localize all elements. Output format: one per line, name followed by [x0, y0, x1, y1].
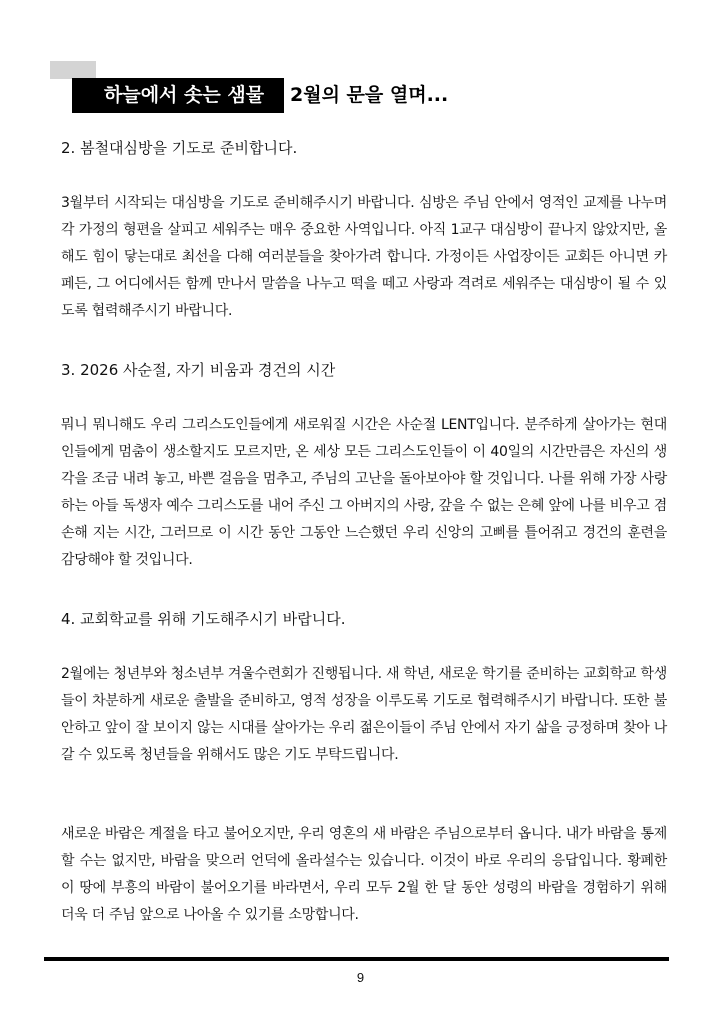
article-body	[61, 126, 667, 929]
section-paragraph-2: 3월부터 시작되는 대심방을 기도로 준비해주시기 바랍니다. 심방은 주님 안에서 영적인 교제를 나누며 각 가정의 형편을 살피고 세워주는 매우 중요한 사역입니다. 아직 1교구 대심방이 끝나지 않았지만, 올 해도 힘이 닿는대로 최선을 다해 여러분들을 찾아가려 합니다. 가정이든 사업장이든 교회든 아니면 카페든, 그 어디에서든 함께 만나서 말씀을 나누고 떡을 떼고 사랑과 격려로 세워주는 대심방이 될 수 있도록 협력해주시기 바랍니다.	[61, 195, 667, 319]
closing-paragraph: 새로운 바람은 계절을 타고 불어오지만, 우리 영혼의 새 바람은 주님으로부터 옵니다. 내가 바람을 통제할 수는 없지만, 바람을 맞으러 언덕에 올라설수는 있습니다. 이것이 바로 우리의 응답입니다. 황폐한 이 땅에 부흥의 바람이 불어오기를 바라면서, 우리 모두 2월 한 달 동안 성령의 바람을 경험하기 위해 더욱 더 주님 앞으로 나아올 수 있기를 소망합니다.	[61, 826, 667, 923]
section-paragraph-4: 2월에는 청년부와 청소년부 겨울수련회가 진행됩니다. 새 학년, 새로운 학기를 준비하는 교회학교 학생들이 차분하게 새로운 출발을 준비하고, 영적 성장을 이루도록 기도로 협력해주시기 바랍니다. 또한 불안하고 앞이 잘 보이지 않는 시대를 살아가는 우리 젊은이들이 주님 안에서 자기 삶을 긍정하며 찾아 나갈 수 있도록 청년들을 위해서도 많은 기도 부탁드립니다.	[61, 666, 667, 763]
section-heading-3: 3. 2026 사순절, 자기 비움과 경건의 시간	[61, 361, 336, 379]
section-heading-2: 2. 봄철대심방을 기도로 준비합니다.	[61, 139, 298, 157]
page-number: 9	[356, 970, 365, 985]
column-title: 하늘에서 솟는 샘물	[104, 84, 265, 106]
section-paragraph-3: 뭐니 뭐니해도 우리 그리스도인들에게 새로워질 시간은 사순절 LENT입니다. 분주하게 살아가는 현대인들에게 멈춤이 생소할지도 모르지만, 온 세상 모든 그리스도인들이 이 40일의 시간만큼은 자신의 생각을 조금 내려 놓고, 바쁜 걸음을 멈추고, 주님의 고난을 돌아보아야 할 것입니다. 나를 위해 가장 사랑하는 아들 독생자 예수 그리스도를 내어 주신 그 아버지의 사랑, 갚을 수 없는 은혜 앞에 나를 비우고 겸손해 지는 시간, 그러므로 이 시간 동안 그동안 느슨했던 우리 신앙의 고삐를 틀어쥐고 경건의 훈련을 감당해야 할 것입니다.	[61, 417, 667, 568]
footer-divider	[44, 957, 669, 961]
page-title: 2월의 문을 열며...	[290, 84, 449, 106]
header-tab-decoration	[50, 61, 96, 79]
section-heading-4: 4. 교회학교를 위해 기도해주시기 바랍니다.	[61, 610, 346, 628]
